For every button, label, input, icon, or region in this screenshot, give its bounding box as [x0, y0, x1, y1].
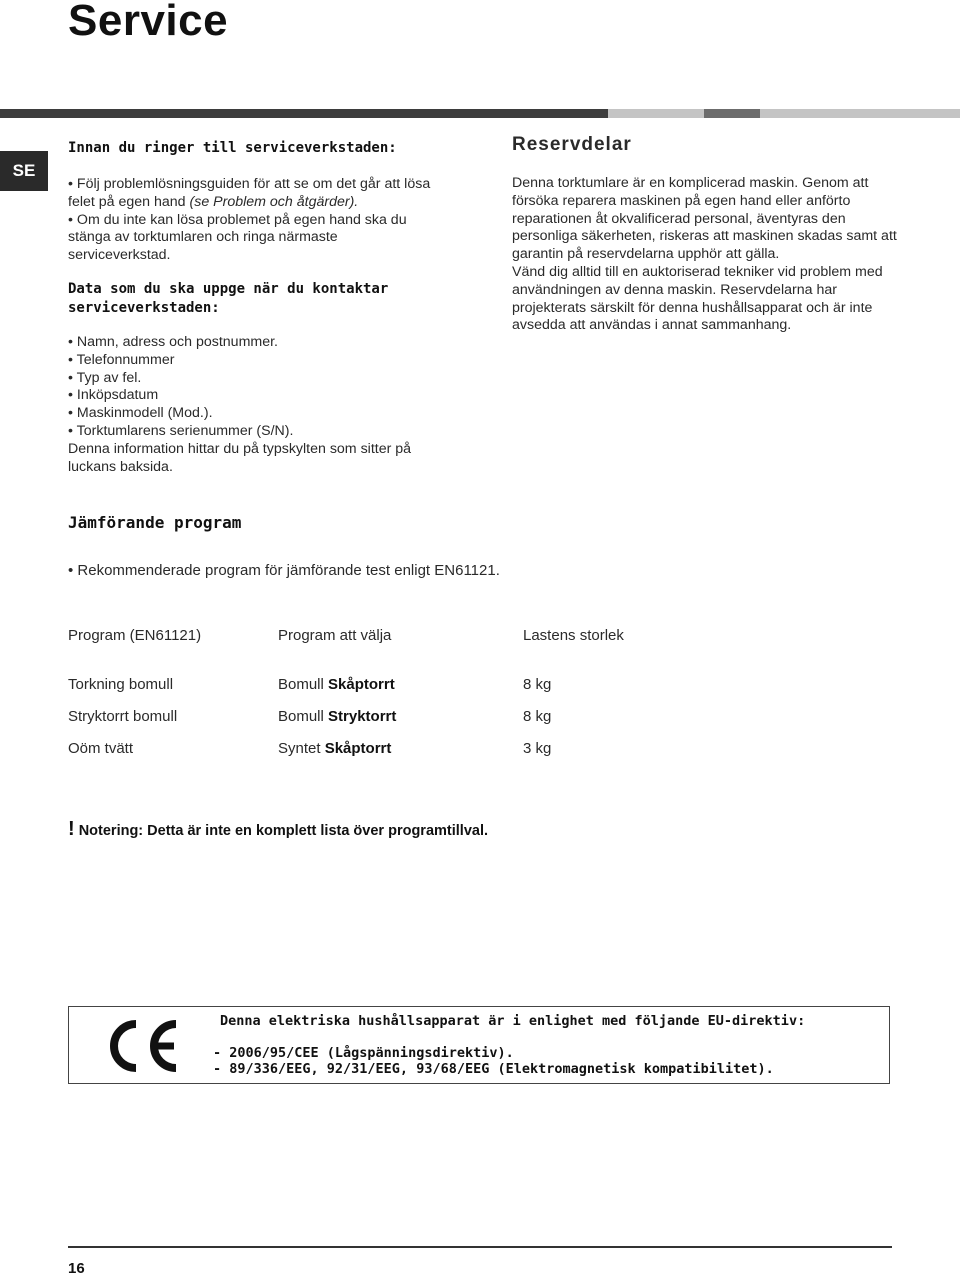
table-cell-program: Oöm tvätt [68, 740, 134, 757]
table-cell-program: Torkning bomull [68, 676, 174, 693]
info-text: Denna information hittar du på typskylten som sitter på luckans baksida. [68, 440, 412, 475]
list-item: • Om du inte kan lösa problemet på egen hand ska du stänga av torktumlaren och ringa närmaste serviceverkstad. [68, 211, 407, 264]
data-to-provide-list [68, 334, 448, 476]
table-cell-load: 8 kg [523, 708, 552, 725]
heading-data-to-provide: Data som du ska uppge när du kontaktar serviceverkstaden: [68, 281, 389, 316]
table-cell-choose: Bomull Skåptorrt [278, 676, 395, 693]
table-header-choose: Program att välja [278, 627, 392, 644]
list-item: • Torktumlarens serienummer (S/N). [68, 422, 294, 439]
list-item: • Inköpsdatum [68, 387, 159, 404]
spare-parts-paragraph-2: Vänd dig alltid till en auktoriserad tekniker vid problem med användningen av denna maskin. Reservdelarna har projekterats särskilt för denna hushållsapparat och är inte avsedda att användas i annat sammanhang. [512, 263, 883, 334]
header-bar-mid [704, 109, 760, 118]
page-number: 16 [68, 1260, 85, 1277]
ce-heading: Denna elektriska hushållsapparat är i enlighet med följande EU-direktiv: [220, 1013, 806, 1029]
list-item: • Namn, adress och postnummer. [68, 334, 278, 350]
header-bar-light-1 [608, 109, 704, 118]
ce-directive-line-1: - 2006/95/CEE (Lågspänningsdirektiv). [213, 1045, 514, 1061]
note: ! Notering: Detta är inte en komplett lista över programtillval. [68, 818, 489, 840]
comparison-recommendation: • Rekommenderade program för jämförande test enligt EN61121. [68, 562, 500, 579]
table-cell-load: 3 kg [523, 740, 552, 757]
language-tab: SE [0, 151, 48, 191]
header-bar-dark [0, 109, 608, 118]
ce-directive-line-2: - 89/336/EEG, 92/31/EEG, 93/68/EEG (Elektromagnetisk kompatibilitet). [213, 1061, 774, 1077]
list-item: • Maskinmodell (Mod.). [68, 405, 213, 422]
table-header-load: Lastens storlek [523, 627, 624, 644]
table-cell-choose: Syntet Skåptorrt [278, 740, 392, 757]
header-bar-light-2 [760, 109, 960, 118]
spare-parts-text [512, 175, 897, 335]
list-item: • Följ problemlösningsguiden för att se om det går att lösa felet på egen hand (se Problem och åtgärder). [68, 176, 431, 210]
table-header-program: Program (EN61121) [68, 627, 202, 644]
page-title: Service [68, 0, 229, 45]
heading-before-calling: Innan du ringer till serviceverkstaden: [68, 140, 397, 156]
list-item: • Typ av fel. [68, 369, 142, 386]
ce-mark-icon [100, 1018, 182, 1074]
list-item: • Telefonnummer [68, 351, 175, 368]
spare-parts-title: Reservdelar [512, 134, 632, 155]
table-cell-program: Stryktorrt bomull [68, 708, 178, 725]
table-cell-choose: Bomull Stryktorrt [278, 708, 397, 725]
footer-divider [68, 1246, 892, 1248]
exclamation-icon: ! [68, 818, 75, 840]
comparison-title: Jämförande program [68, 513, 242, 532]
before-calling-list [68, 176, 440, 265]
spare-parts-paragraph-1: Denna torktumlare är en komplicerad maskin. Genom att försöka reparera maskinen på egen hand eller anförto reparationen åt okvalificerad personal, äventyras den personliga säkerheten, riskeras att maskinen skadas samt att garantin på reservdelarna upphör att gälla. [512, 175, 897, 263]
table-cell-load: 8 kg [523, 676, 552, 693]
